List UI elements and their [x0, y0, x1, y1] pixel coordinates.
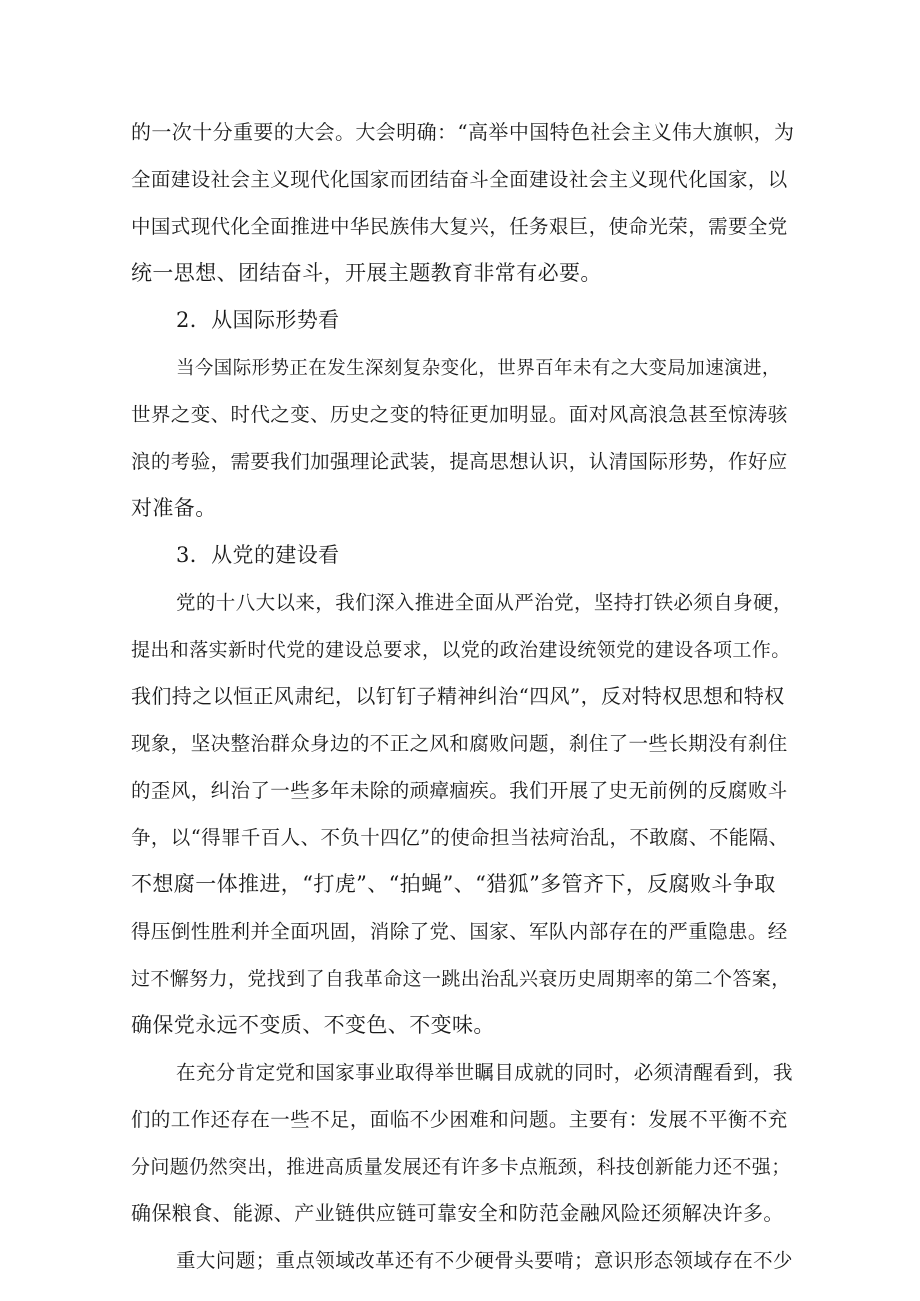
text-line: 争，以“得罪千百人、不负十四亿”的使命担当祛疴治乱，不敢腐、不能隔、 [131, 826, 789, 849]
text-line: 对准备。 [131, 496, 217, 520]
text-line: 过不懈努力，党找到了自我革命这一跳出治乱兴衰历史周期率的第二个答案， [131, 968, 791, 990]
text-line: 重大问题；重点领域改革还有不少硬骨头要啃；意识形态领域存在不少 [176, 1249, 793, 1272]
text-line: 我们持之以恒正风肃纪，以钉钉子精神纠治“四风”，反对特权思想和特权 [131, 684, 785, 708]
text-line: 们的工作还存在一些不足，面临不少困难和问题。主要有：发展不平衡不充 [131, 1108, 788, 1131]
section-heading: 3．从党的建设看 [176, 543, 340, 567]
text-line: 中国式现代化全面推进中华民族伟大复兴，任务艰巨，使命光荣，需要全党 [131, 215, 788, 238]
text-line: 的歪风，纠治了一些多年未除的顽瘴痼疾。我们开展了史无前例的反腐败斗 [131, 779, 788, 802]
text-line: 党的十八大以来，我们深入推进全面从严治党，坚持打铁必须自身硬， [176, 591, 793, 614]
text-line: 确保粮食、能源、产业链供应链可靠安全和防范金融风险还须解决许多。 [131, 1201, 784, 1225]
section-heading: 2．从国际形势看 [176, 308, 340, 332]
text-line: 分问题仍然突出，推进高质量发展还有许多卡点瓶颈，科技创新能力还不强； [131, 1156, 791, 1178]
text-line: 得压倒性胜利并全面巩固，消除了党、国家、军队内部存在的严重隐患。经 [131, 920, 788, 943]
text-line: 当今国际形势正在发生深刻复杂变化，世界百年未有之大变局加速演进， [176, 358, 781, 379]
text-line: 世界之变、时代之变、历史之变的特征更加明显。面对风高浪急甚至惊涛骇 [131, 403, 788, 426]
text-line: 提出和落实新时代党的建设总要求，以党的政治建设统领党的建设各项工作。 [131, 639, 791, 661]
text-line: 不想腐一体推进，“打虎”、“拍蝇”、“猎狐”多管齐下，反腐败斗争取 [131, 872, 776, 896]
text-line: 浪的考验，需要我们加强理论武装，提高思想认识，认清国际形势，作好应 [131, 450, 788, 473]
text-line: 现象，坚决整治群众身边的不正之风和腐败问题，刹住了一些长期没有刹住 [131, 732, 788, 755]
text-line: 确保党永远不变质、不变色、不变味。 [131, 1013, 495, 1037]
text-line: 的一次十分重要的大会。大会明确：“高举中国特色社会主义伟大旗帜，为 [131, 120, 795, 144]
text-line: 全面建设社会主义现代化国家而团结奋斗全面建设社会主义现代化国家，以 [131, 168, 788, 191]
text-line: 在充分肯定党和国家事业取得举世瞩目成就的同时，必须清醒看到，我 [176, 1061, 793, 1084]
text-line: 统一思想、团结奋斗，开展主题教育非常有必要。 [131, 261, 602, 285]
